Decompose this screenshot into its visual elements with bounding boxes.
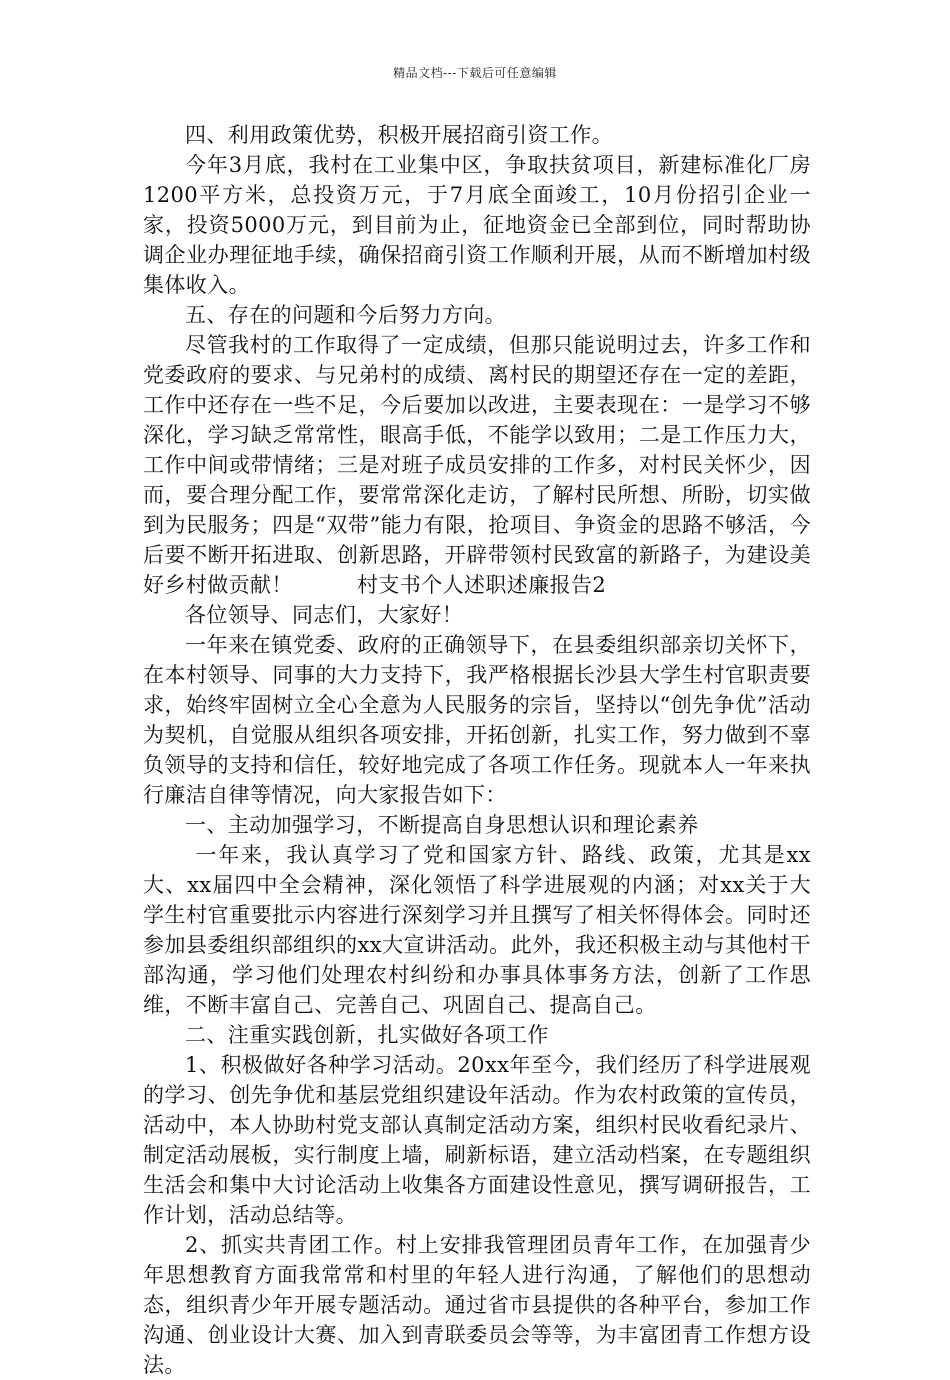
- paragraph: 1、积极做好各种学习活动。20xx年至今，我们经历了科学进展观的学习、创先争优和基层党组织建设年活动。作为农村政策的宣传员，活动中，本人协助村党支部认真制定活动方案，组织村民收看纪录片、制定活动展板，实行制度上墙，刷新标语，建立活动档案，在专题组织生活会和集中大讨论活动上收集各方面建设性意见，撰写调研报告，工作计划，活动总结等。: [143, 1053, 811, 1227]
- page-header: 精品文档---下载后可任意编辑: [393, 66, 557, 80]
- greeting: 各位领导、同志们，大家好！: [185, 603, 464, 627]
- paragraph: 一年来在镇党委、政府的正确领导下，在县委组织部亲切关怀下，在本村领导、同事的大力支持下，我严格根据长沙县大学生村官职责要求，始终牢固树立全心全意为人民服务的宗旨，坚持以“创先争优”活动为契机，自觉服从组织各项安排，开拓创新，扎实工作，努力做到不辜负领导的支持和信任，较好地完成了各项工作任务。现就本人一年来执行廉洁自律等情况，向大家报告如下：: [143, 633, 811, 807]
- paragraph: 今年3月底，我村在工业集中区，争取扶贫项目，新建标准化厂房1200平方米，总投资万元，于7月底全面竣工，10月份招引企业一家，投资5000万元，到目前为止，征地资金已全部到位，同时帮助协调企业办理征地手续，确保招商引资工作顺利开展，从而不断增加村级集体收入。: [143, 153, 811, 297]
- section-heading-2: 二、注重实践创新，扎实做好各项工作: [185, 1023, 549, 1047]
- paragraph: 一年来，我认真学习了党和国家方针、路线、政策，尤其是xx大、xx届四中全会精神，深化领悟了科学进展观的内涵；对xx关于大学生村官重要批示内容进行深刻学习并且撰写了相关怀得体会。同时还参加县委组织部组织的xx大宣讲活动。此外，我还积极主动与其他村干部沟通，学习他们处理农村纠纷和办事具体事务方法，创新了工作思维，不断丰富自己、完善自己、巩固自己、提高自己。: [143, 843, 811, 1017]
- paragraph: 2、抓实共青团工作。村上安排我管理团员青年工作，在加强青少年思想教育方面我常常和村里的年轻人进行沟通，了解他们的思想动态，组织青少年开展专题活动。通过省市县提供的各种平台，参加工作沟通、创业设计大赛、加入到青联委员会等等，为丰富团青工作想方设法。: [143, 1233, 811, 1377]
- section-heading-5: 五、存在的问题和今后努力方向。: [185, 303, 506, 327]
- paragraph: 尽管我村的工作取得了一定成绩，但那只能说明过去，许多工作和党委政府的要求、与兄弟村的成绩、离村民的期望还存在一定的差距，工作中还存在一些不足，今后要加以改进，主要表现在：一是学习不够深化，学习缺乏常常性，眼高手低，不能学以致用；二是工作压力大，工作中间或带情绪；三是对班子成员安排的工作多，对村民关怀少，因而，要合理分配工作，要常常深化走访，了解村民所想、所盼，切实做到为民服务；四是“双带”能力有限，抢项目、争资金的思路不够活，今后要不断开拓进取、创新思路，开辟带领村民致富的新路子，为建设美好乡村做贡献！ 村支书个人述职述廉报告2: [143, 333, 811, 597]
- document-body: [143, 120, 811, 1380]
- section-heading-4: 四、利用政策优势，积极开展招商引资工作。: [185, 123, 613, 147]
- section-heading-1: 一、主动加强学习，不断提高自身思想认识和理论素养: [185, 813, 699, 837]
